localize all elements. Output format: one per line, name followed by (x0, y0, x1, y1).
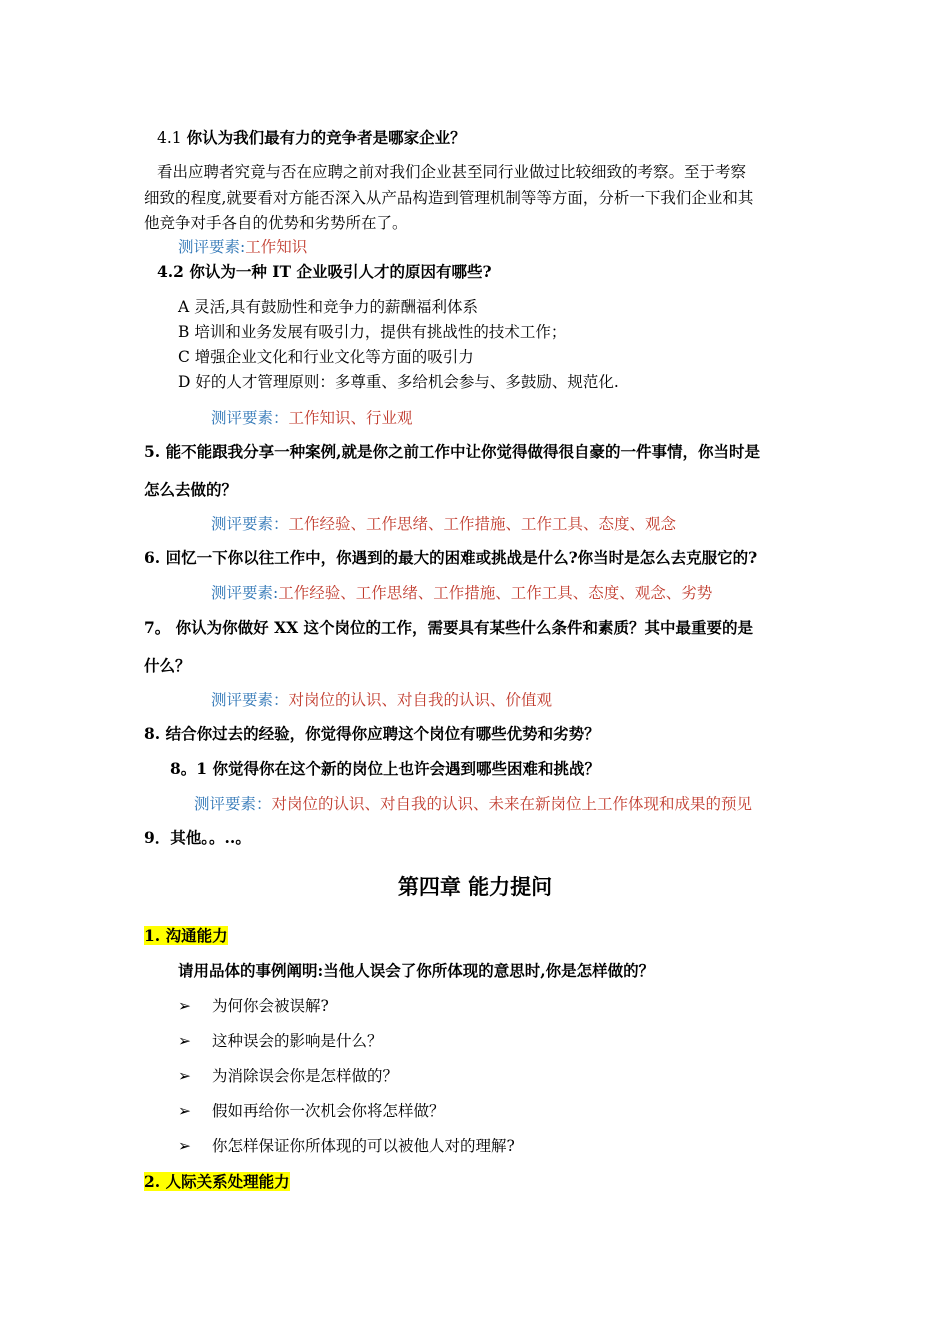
eval-factors-7 (211, 690, 552, 710)
section-2-heading (144, 1172, 290, 1192)
arrow-bullet-icon: ➢ (178, 1137, 191, 1155)
arrow-bullet-icon: ➢ (178, 997, 191, 1015)
eval-value: 工作知识、行业观 (288, 409, 413, 427)
paragraph-line: 细致的程度,就要看对方能否深入从产品构造到管理机制等等方面，分析一下我们企业和其 (144, 189, 754, 207)
eval-label: 测评要素： (211, 409, 289, 427)
question-7-line2: 什么？ (144, 656, 191, 675)
bullet-text: 为消除误会你是怎样做的？ (212, 1067, 399, 1085)
bullet-item (178, 1136, 515, 1156)
section-title: 1. 沟通能力 (144, 926, 228, 945)
question-8: 8. 结合你过去的经验，你觉得你应聘这个岗位有哪些优势和劣势？ (144, 724, 600, 743)
eval-factors-4-2 (211, 408, 413, 428)
eval-value: 工作知识 (245, 238, 308, 256)
eval-label: 测评要素： (194, 795, 272, 813)
option-d: D 好的人才管理原则：多尊重、多给机会参与、多鼓励、规范化. (178, 373, 619, 391)
section-1-heading (144, 926, 228, 946)
option-a: A 灵活,具有鼓励性和竞争力的薪酬福利体系 (178, 298, 479, 316)
paragraph-line: 看出应聘者究竟与否在应聘之前对我们企业甚至同行业做过比较细致的考察。至于考察 (157, 163, 747, 181)
eval-value: 工作经验、工作思绪、工作措施、工作工具、态度、观念、劣势 (278, 584, 713, 602)
question-4-2: 4.2 你认为一种 IT 企业吸引人才的原因有哪些? (157, 262, 492, 281)
bullet-text: 假如再给你一次机会你将怎样做？ (212, 1102, 445, 1120)
bullet-item (178, 1031, 383, 1051)
eval-label: 测评要素： (211, 515, 289, 533)
eval-value: 对岗位的认识、对自我的认识、价值观 (288, 691, 553, 709)
question-7-line1: 7。 你认为你做好 XX 这个岗位的工作，需要具有某些什么条件和素质？其中最重要的是 (144, 618, 754, 637)
question-4-1 (157, 128, 466, 148)
bullet-item (178, 1066, 398, 1086)
eval-value: 工作经验、工作思绪、工作措施、工作工具、态度、观念 (288, 515, 677, 533)
section-title: 2. 人际关系处理能力 (144, 1172, 290, 1191)
question-9: 9．其他。。..。 (144, 828, 251, 847)
eval-label: 测评要素： (211, 691, 289, 709)
eval-value: 对岗位的认识、对自我的认识、未来在新岗位上工作体现和成果的预见 (271, 795, 753, 813)
option-b: B 培训和业务发展有吸引力，提供有挑战性的技术工作； (178, 323, 567, 341)
chapter-title: 第四章 能力提问 (397, 874, 553, 899)
bullet-item (178, 1101, 445, 1121)
option-c: C 增强企业文化和行业文化等方面的吸引力 (178, 348, 474, 366)
arrow-bullet-icon: ➢ (178, 1032, 191, 1050)
arrow-bullet-icon: ➢ (178, 1067, 191, 1085)
eval-factors-5 (211, 514, 676, 534)
bullet-text: 为何你会被误解? (212, 997, 329, 1015)
eval-label: 测评要素: (178, 238, 246, 256)
question-text: 你认为我们最有力的竞争者是哪家企业？ (186, 128, 466, 147)
eval-factors-4-1 (178, 237, 307, 257)
bullet-item (178, 996, 329, 1016)
bullet-text: 这种误会的影响是什么？ (212, 1032, 383, 1050)
eval-factors-6 (211, 583, 712, 603)
question-5-line2: 怎么去做的？ (144, 480, 238, 499)
question-number: 4.1 (157, 129, 187, 147)
arrow-bullet-icon: ➢ (178, 1102, 191, 1120)
eval-factors-8-1 (194, 794, 752, 814)
section-1-prompt: 请用品体的事例阐明:当他人误会了你所体现的意思时,你是怎样做的？ (178, 961, 655, 980)
bullet-text: 你怎样保证你所体现的可以被他人对的理解? (212, 1137, 515, 1155)
question-6: 6. 回忆一下你以往工作中，你遇到的最大的困难或挑战是什么?你当时是怎么去克服它的? (144, 548, 758, 567)
eval-label: 测评要素: (211, 584, 279, 602)
paragraph-line: 他竞争对手各自的优势和劣势所在了。 (144, 214, 408, 232)
question-8-1: 8。1 你觉得你在这个新的岗位上也许会遇到哪些困难和挑战？ (170, 759, 600, 778)
question-5-line1: 5. 能不能跟我分享一种案例,就是你之前工作中让你觉得做得很自豪的一件事情，你当时是 (144, 442, 760, 461)
